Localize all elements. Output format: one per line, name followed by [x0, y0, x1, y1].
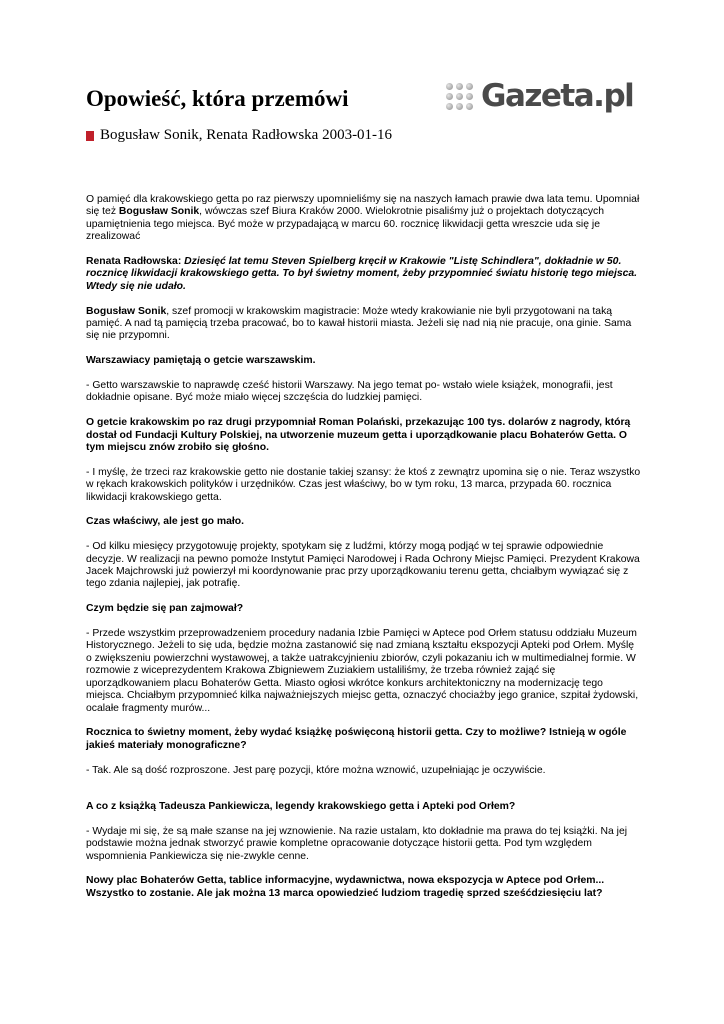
paragraph-text-run: - I myślę, że trzeci raz krakowskie getto nie dostanie takiej szansy: że ktoś z zewnątrz upomina się o nie. Teraz wszystko w rękach krakowskich polityków i urzędników. Czas jest właściwy, bo w tym roku, 13 marca, przypada 60. rocznica likwidacji krakowskiego getta. [86, 466, 641, 503]
article-paragraph [86, 801, 642, 813]
article-paragraph [86, 541, 642, 591]
article-paragraph [86, 417, 642, 454]
gazeta-logo [446, 78, 634, 114]
paragraph-text-run: Czym będzie się pan zajmował? [86, 603, 244, 615]
logo-dots-icon [446, 83, 473, 110]
paragraph-text-run: O pamięć dla krakowskiego getta po raz pierwszy upomnieliśmy się na naszych łamach prawie dwa lata temu. Upomniał się też [86, 194, 640, 218]
article-paragraph [86, 516, 642, 528]
article-paragraph [86, 826, 642, 863]
article-paragraph [86, 875, 642, 900]
article-body [86, 194, 642, 913]
article-paragraph [86, 380, 642, 405]
paragraph-text-run: - Wydaje mi się, że są małe szanse na jej wznowienie. Na razie ustalam, kto dokładnie ma prawa do tej książki. Na jej podstawie można jednak stworzyć prawie kompletne opracowanie dotyczące historii getta. Pod tym względem wspomnienia Pankiewicza się nie-zwykle cenne. [86, 825, 628, 862]
paragraph-text-run: Renata Radłowska: [86, 256, 182, 268]
paragraph-text-run: Dziesięć lat temu Steven Spielberg kręcił w Krakowie "Listę Schindlera", dokładnie w 50. rocznicę likwidacji krakowskiego getta. To był świetny moment, żeby przypomnieć światu historię tego miejsca. Wtedy się nie udało. [86, 256, 638, 292]
article-paragraph [86, 306, 642, 343]
article-paragraph [86, 355, 642, 367]
logo-wordmark: Gazeta.pl [481, 78, 634, 114]
paragraph-text-run: , wówczas szef Biura Kraków 2000. Wielokrotnie pisaliśmy już o projektach dotyczących upamiętnienia tego miejsca. Być może w przypadającą w marcu 60. rocznicę likwidacji getta wreszcie uda się je zrealizować [86, 206, 604, 243]
paragraph-text-run: O getcie krakowskim po raz drugi przypomniał Roman Polański, przekazując 100 tys. dolarów z nagrody, którą dostał od Fundacji Kultury Polskiej, na utworzenie muzeum getta i uporządkowanie placu Bohaterów Getta. O tym miejscu znów zrobiło się głośno. [86, 417, 631, 454]
article-paragraph [86, 603, 642, 615]
paragraph-text-run: Nowy plac Bohaterów Getta, tablice informacyjne, wydawnictwa, nowa ekspozycja w Aptece pod Orłem... Wszystko to zostanie. Ale jak można 13 marca opowiedzieć ludziom tragedię sprzed sześćdziesięciu lat? [86, 875, 605, 899]
paragraph-text-run: Warszawiacy pamiętają o getcie warszawskim. [86, 355, 316, 367]
paragraph-text-run: A co z książką Tadeusza Pankiewicza, legendy krakowskiego getta i Apteki pod Orłem? [86, 800, 516, 812]
paragraph-text-run: Bogusław Sonik [118, 206, 200, 218]
article-paragraph [86, 256, 642, 293]
paragraph-text-run: - Przede wszystkim przeprowadzeniem procedury nadania Izbie Pamięci w Aptece pod Orłem statusu oddziału Muzeum Historycznego. Jeżeli to się uda, będzie można zastanowić się nad zmianą kształtu ekspozycji Apteki pod Orłem. Myślę o zwiększeniu powierzchni wystawowej, a także uatrakcyjnieniu zbiorów, czyli pokazaniu ich w multimedialnej formie. W rozmowie z wiceprezydentem Krakowa Zbigniewem Zuziakiem ustaliliśmy, że trzeba również zająć się uporządkowaniem placu Bohaterów Getta. Miasto ogłosi wkrótce konkurs architektoniczny na modernizację tego miejsca. Chciałbym przypomnieć kilka najważniejszych miejsc getta, oznaczyć chociażby jego granice, szpitał żydowski, ocalałe fragmenty murów... [86, 628, 639, 714]
article-paragraph [86, 194, 642, 244]
paragraph-text-run: Bogusław Sonik [86, 305, 167, 317]
byline-text: Bogusław Sonik, Renata Radłowska 2003-01-16 [100, 127, 393, 143]
byline [86, 127, 392, 144]
article-paragraph [86, 727, 642, 752]
paragraph-text-run: - Tak. Ale są dość rozproszone. Jest parę pozycji, które można wznowić, uzupełniając je oczywiście. [86, 764, 546, 776]
paragraph-text-run: - Getto warszawskie to naprawdę cześć historii Warszawy. Na jego temat po- wstało wiele książek, monografii, jest dokładnie opisane. Być może miało więcej szczęścia do ludzkiej pamięci. [86, 380, 613, 404]
paragraph-text-run: - Od kilku miesięcy przygotowuję projekty, spotykam się z ludźmi, którzy mogą podjąć w tej sprawie odpowiednie decyzje. W realizacji na pewno pomoże Instytut Pamięci Narodowej i Rada Ochrony Miejsc Pamięci. Prezydent Krakowa Jacek Majchrowski już powierzył mi koordynowanie prac przy uporządkowaniu terenu getta, chciałbym wywiązać się z tego zdania najlepiej, jak potrafię. [86, 541, 640, 590]
page-title: Opowieść, która przemówi [86, 86, 349, 111]
paragraph-text-run: , szef promocji w krakowskim magistracie: Może wtedy krakowianie nie byli przygotowani na taką pamięć. A nad tą pamięcią trzeba pracować, bo to kawał historii miasta. Jeżeli się nad nią nie pracuje, ona ginie. Sama się nie przypomni. [86, 305, 632, 342]
red-square-icon [86, 131, 94, 141]
article-paragraph [86, 765, 642, 777]
article-paragraph [86, 628, 642, 715]
article-paragraph [86, 467, 642, 504]
paragraph-text-run: Czas właściwy, ale jest go mało. [86, 516, 245, 528]
paragraph-text-run: Rocznica to świetny moment, żeby wydać książkę poświęconą historii getta. Czy to możliwe? Istnieją w ogóle jakieś materiały monograficzne? [86, 727, 627, 751]
